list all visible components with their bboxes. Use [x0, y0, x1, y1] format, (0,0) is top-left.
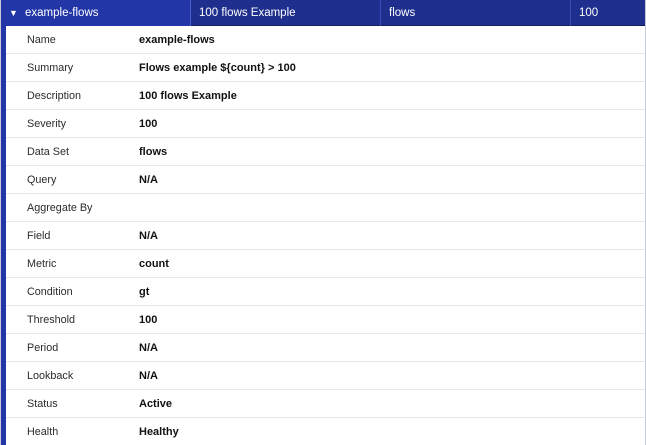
- selection-rail: [1, 26, 6, 445]
- row-value: Healthy: [139, 425, 179, 438]
- chevron-down-icon[interactable]: ▼: [9, 8, 18, 18]
- row-value: count: [139, 257, 169, 270]
- row-label: Threshold: [27, 313, 76, 326]
- header-description-label: 100 flows Example: [199, 6, 296, 19]
- table-row: [1, 418, 645, 445]
- row-label: Aggregate By: [27, 201, 93, 214]
- row-label: Status: [27, 397, 58, 410]
- row-value: 100: [139, 313, 158, 326]
- row-label: Condition: [27, 285, 73, 298]
- row-value: flows: [139, 145, 168, 158]
- header-cell-description[interactable]: [191, 0, 381, 26]
- header-name-label: example-flows: [25, 6, 99, 19]
- table-row: [1, 390, 645, 418]
- table-row: [1, 306, 645, 334]
- table-row: [1, 194, 645, 222]
- header-severity-label: 100: [579, 6, 599, 19]
- row-value: N/A: [139, 173, 158, 186]
- table-row: [1, 278, 645, 306]
- table-row: [1, 362, 645, 390]
- header-cell-name[interactable]: [1, 0, 191, 26]
- row-label: Health: [27, 425, 59, 438]
- row-value: 100: [139, 117, 158, 130]
- row-value: example-flows: [139, 33, 215, 46]
- table-row: [1, 334, 645, 362]
- row-label: Period: [27, 341, 59, 354]
- table-row: [1, 138, 645, 166]
- row-label: Summary: [27, 61, 74, 74]
- row-label: Lookback: [27, 369, 74, 382]
- header-cell-data-set[interactable]: [381, 0, 571, 26]
- row-label: Name: [27, 33, 56, 46]
- row-value: Active: [139, 397, 173, 410]
- row-label: Data Set: [27, 145, 70, 158]
- table-row: [1, 222, 645, 250]
- table-row: [1, 110, 645, 138]
- table-row: [1, 250, 645, 278]
- row-value: gt: [139, 285, 150, 298]
- row-value: 100 flows Example: [139, 89, 237, 102]
- row-label: Metric: [27, 257, 57, 270]
- row-value: Flows example ${count} > 100: [139, 61, 296, 74]
- row-value: N/A: [139, 341, 158, 354]
- row-label: Description: [27, 89, 82, 102]
- table-row: [1, 82, 645, 110]
- row-label: Severity: [27, 117, 67, 130]
- row-label: Field: [27, 229, 51, 242]
- row-value: [137, 207, 645, 208]
- detail-rows-list: [1, 26, 645, 445]
- table-row: [1, 26, 645, 54]
- table-header-row: [1, 0, 645, 26]
- header-dataset-label: flows: [389, 6, 416, 19]
- header-cell-severity[interactable]: [571, 0, 645, 26]
- row-value: N/A: [139, 229, 158, 242]
- row-value: N/A: [139, 369, 158, 382]
- table-row: [1, 166, 645, 194]
- table-row: [1, 54, 645, 82]
- row-label: Query: [27, 173, 57, 186]
